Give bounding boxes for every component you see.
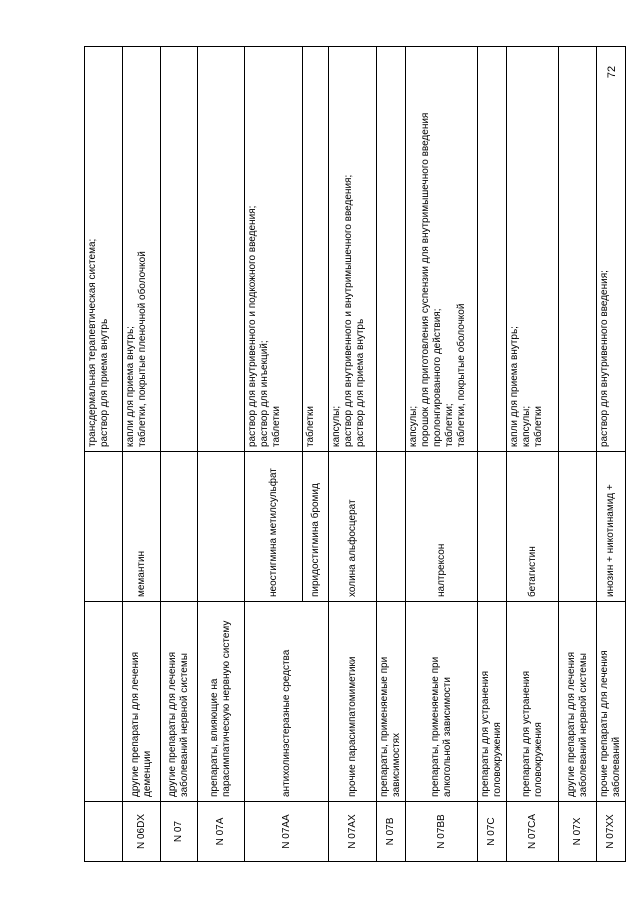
table-row xyxy=(123,47,161,862)
atc-code: N 07A xyxy=(198,802,245,862)
atc-code: N 07AX xyxy=(329,802,377,862)
drug-name xyxy=(85,452,123,602)
table-row xyxy=(377,47,406,862)
dosage-forms xyxy=(478,47,507,452)
dosage-forms xyxy=(507,47,559,452)
dosage-form: капсулы; xyxy=(521,405,532,447)
dosage-form: таблетки xyxy=(271,406,282,447)
atc-code: N 07B xyxy=(377,802,406,862)
group-name: прочие препараты для лечения заболеваний xyxy=(597,602,626,802)
dosage-form: раствор для приема внутрь xyxy=(99,318,110,447)
table-row xyxy=(198,47,245,862)
dosage-forms xyxy=(329,47,377,452)
dosage-form: капли для приема внутрь; xyxy=(125,326,136,447)
table-row xyxy=(406,47,478,862)
dosage-forms xyxy=(377,47,406,452)
dosage-forms xyxy=(85,47,123,452)
table-row xyxy=(161,47,198,862)
group-name: другие препараты для лечения заболеваний нервной системы xyxy=(161,602,198,802)
drug-name xyxy=(377,452,406,602)
atc-code: N 07C xyxy=(478,802,507,862)
dosage-form: таблетки xyxy=(533,406,544,447)
drug-name xyxy=(478,452,507,602)
dosage-form: раствор для внутривенного и подкожного введения; xyxy=(247,205,258,447)
group-name: препараты, применяемые при алкогольной зависимости xyxy=(406,602,478,802)
drug-name: мемантин xyxy=(123,452,161,602)
dosage-forms xyxy=(559,47,597,452)
dosage-forms xyxy=(161,47,198,452)
group-name xyxy=(85,602,123,802)
group-name: препараты, применяемые при зависимостях xyxy=(377,602,406,802)
atc-code xyxy=(85,802,123,862)
table-row xyxy=(507,47,559,862)
dosage-form: порошок для приготовления суспензии для внутримышечного введения пролонгированного действия; xyxy=(420,112,443,447)
dosage-forms xyxy=(198,47,245,452)
group-name: другие препараты для лечения деменции xyxy=(123,602,161,802)
atc-code: N 07AA xyxy=(245,802,329,862)
dosage-form: капсулы; xyxy=(408,405,419,447)
table-row xyxy=(329,47,377,862)
drug-name: холина альфосцерат xyxy=(329,452,377,602)
group-name: другие препараты для лечения заболеваний нервной системы xyxy=(559,602,597,802)
group-name: препараты для устранения головокружения xyxy=(507,602,559,802)
drug-name xyxy=(161,452,198,602)
drug-name xyxy=(559,452,597,602)
group-name: прочие парасимпатомиметики xyxy=(329,602,377,802)
drug-name: пиридостигмина бромид xyxy=(303,452,329,602)
dosage-form: таблетки, покрытые пленочной оболочкой xyxy=(137,251,148,447)
group-name: антихолинэстеразные средства xyxy=(245,602,329,802)
dosage-forms xyxy=(123,47,161,452)
dosage-forms xyxy=(597,47,626,452)
dosage-form: раствор для инъекций; xyxy=(259,340,270,447)
group-name: препараты, влияющие на парасимпатическую нервную систему xyxy=(198,602,245,802)
page-number: 72 xyxy=(605,65,618,79)
dosage-forms xyxy=(245,47,303,452)
table-row xyxy=(478,47,507,862)
atc-code: N 07 xyxy=(161,802,198,862)
dosage-forms xyxy=(406,47,478,452)
table-row xyxy=(85,47,123,862)
drug-name: бетагистин xyxy=(507,452,559,602)
dosage-form: капли для приема внутрь; xyxy=(509,326,520,447)
group-name: препараты для устранения головокружения xyxy=(478,602,507,802)
drug-name: инозин + никотинамид + xyxy=(597,452,626,602)
atc-code: N 07CA xyxy=(507,802,559,862)
drug-name: налтрексон xyxy=(406,452,478,602)
atc-code: N 07X xyxy=(559,802,597,862)
drug-table xyxy=(84,46,626,862)
dosage-form: раствор для внутривенного и внутримышечного введения; xyxy=(343,174,354,447)
drug-name: неостигмина метилсульфат xyxy=(245,452,303,602)
dosage-form: капсулы; xyxy=(331,405,342,447)
table-row xyxy=(559,47,597,862)
dosage-forms xyxy=(303,47,329,452)
drug-name xyxy=(198,452,245,602)
dosage-form: таблетки; xyxy=(444,403,455,447)
dosage-form: раствор для внутривенного введения; xyxy=(599,270,610,447)
atc-code: N 07BB xyxy=(406,802,478,862)
atc-code: N 06DX xyxy=(123,802,161,862)
dosage-form: трансдермальная терапевтическая система; xyxy=(87,238,98,447)
dosage-form: раствор для приема внутрь xyxy=(355,318,366,447)
dosage-form: таблетки, покрытые оболочкой xyxy=(456,303,467,447)
table-row xyxy=(245,47,303,862)
table-row xyxy=(597,47,626,862)
dosage-form: таблетки xyxy=(305,406,316,447)
atc-code: N 07XX xyxy=(597,802,626,862)
